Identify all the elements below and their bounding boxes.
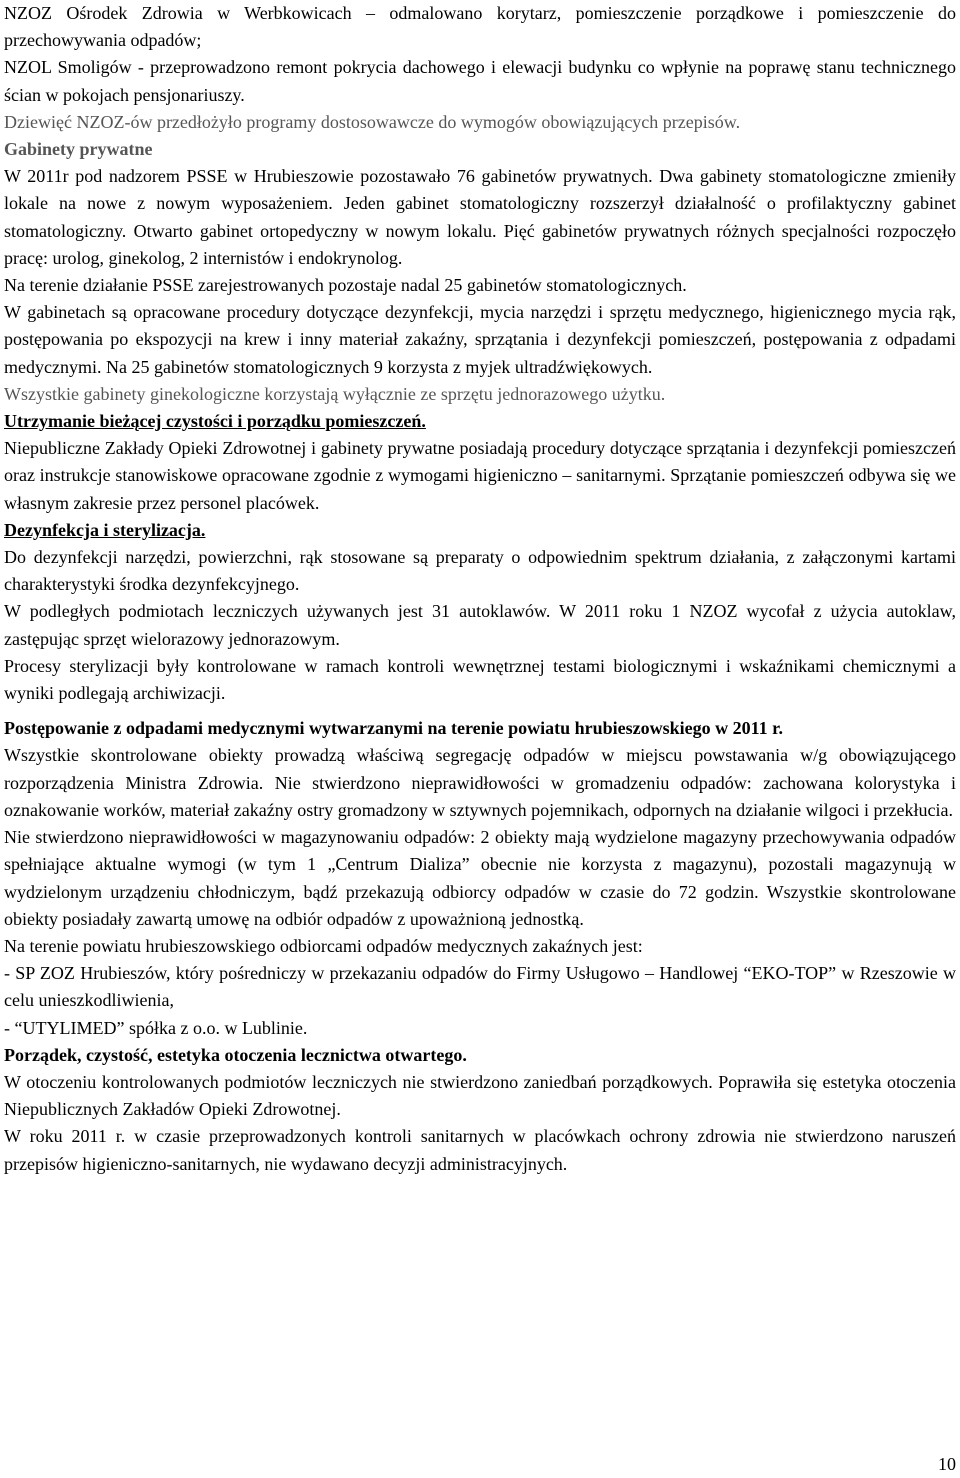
section-gap [4, 707, 956, 715]
document-page [4, 0, 956, 1178]
paragraph-autoclaves: W podległych podmiotach leczniczych używanych jest 31 autoklawów. W 2011 roku 1 NZOZ wycofał z użycia autoklaw, zastępując sprzęt wielorazowy jednorazowym. [4, 601, 956, 649]
heading-medical-waste: Postępowanie z odpadami medycznymi wytwarzanymi na terenie powiatu hrubieszowskiego w 2011 r. [4, 718, 783, 739]
paragraph-waste-receivers: Na terenie powiatu hrubieszowskiego odbiorcami odpadów medycznych zakaźnych jest: [4, 935, 643, 956]
paragraph-disinfection: Do dezynfekcji narzędzi, powierzchni, rąk stosowane są preparaty o odpowiednim spektrum działania, z załączonymi kartami charakterystyki środka dezynfekcyjnego. [4, 547, 956, 595]
paragraph-waste-storage: Nie stwierdzono nieprawidłowości w magazynowaniu odpadów: 2 obiekty mają wydzielone magazyny przechowywania odpadów spełniające aktualne wymogi (w tym 1 „Centrum Dializa” obecnie nie korzysta z magazynu), pozostali magazynują w wydzielonym urządzeniu chłodniczym, bądź przekazują odbiorcy odpadów w czasie do 72 godzin. Wszystkie skontrolowane obiekty posiadały zawartą umowę na odbiór odpadów z upoważnioną jednostką. [4, 827, 956, 929]
paragraph-gynecology: Wszystkie gabinety ginekologiczne korzystają wyłącznie ze sprzętu jednorazowego użytku. [4, 383, 666, 404]
paragraph-dental-offices: Na terenie działanie PSSE zarejestrowanych pozostaje nadal 25 gabinetów stomatologicznych. [4, 275, 687, 296]
heading-surroundings: Porządek, czystość, estetyka otoczenia lecznictwa otwartego. [4, 1044, 467, 1065]
list-item-utylimed: - “UTYLIMED” spółka z o.o. w Lublinie. [4, 1017, 308, 1038]
paragraph-cleanliness: Niepubliczne Zakłady Opieki Zdrowotnej i gabinety prywatne posiadają procedury dotyczące sprzątania i dezynfekcji pomieszczeń oraz instrukcje stanowiskowe opracowane zgodnie z wymogami higieniczno – sanitarnymi. Sprzątanie pomieszczeń odbywa się we własnym zakresie przez personel placówek. [4, 438, 956, 513]
paragraph-sterilization: Procesy sterylizacji były kontrolowane w ramach kontroli wewnętrznej testami biologicznymi i wskaźnikami chemicznymi a wyniki podlegają archiwizacji. [4, 655, 956, 704]
heading-private-offices: Gabinety prywatne [4, 139, 153, 160]
paragraph-procedures: W gabinetach są opracowane procedury dotyczące dezynfekcji, mycia narzędzi i sprzętu medycznego, higienicznego mycia rąk, postępowania po ekspozycji na krew i inny materiał zakaźny, sprzątania i dezynfekcji pomieszczeń, postępowania z odpadami medycznymi. Na 25 gabinetów stomatologicznych 9 korzysta z myjek ultradźwiękowych. [4, 302, 956, 377]
page-number: 10 [938, 1454, 956, 1474]
paragraph-waste-segregation: Wszystkie skontrolowane obiekty prowadzą właściwą segregację odpadów w miejscu powstawania w/g obowiązującego rozporządzenia Ministra Zdrowia. Nie stwierdzono nieprawidłowości w gromadzeniu odpadów: zachowana kolorystyka i oznakowanie worków, materiał zakaźny ostry gromadzony w sztywnych pojemnikach, odpornych na działanie wilgoci i przekłucia. [4, 745, 956, 820]
heading-cleanliness: Utrzymanie bieżącej czystości i porządku pomieszczeń. [4, 411, 426, 432]
heading-disinfection: Dezynfekcja i sterylizacja. [4, 519, 206, 540]
paragraph-surroundings: W otoczeniu kontrolowanych podmiotów leczniczych nie stwierdzono zaniedbań porządkowych. Poprawiła się estetyka otoczenia Niepublicznych Zakładów Opieki Zdrowotnej. [4, 1071, 956, 1120]
list-item-spzoz: - SP ZOZ Hrubieszów, który pośredniczy w przekazaniu odpadów do Firmy Usługowo – Handlowej “EKO-TOP” w Rzeszowie w celu unieszkodliwienia, [4, 963, 956, 1011]
paragraph-smoligow: NZOL Smoligów - przeprowadzono remont pokrycia dachowego i elewacji budynku co wpłynie na poprawę stanu technicznego ścian w pokojach pensjonariuszy. [4, 57, 956, 105]
paragraph-werbkowice: NZOZ Ośrodek Zdrowia w Werbkowicach – odmalowano korytarz, pomieszczenie porządkowe i pomieszczenie do przechowywania odpadów; [4, 3, 956, 51]
paragraph-adaptation-programs: Dziewięć NZOZ-ów przedłożyło programy dostosowawcze do wymogów obowiązujących przepisów. [4, 111, 741, 132]
paragraph-inspections: W roku 2011 r. w czasie przeprowadzonych kontroli sanitarnych w placówkach ochrony zdrowia nie stwierdzono naruszeń przepisów higieniczno-sanitarnych, nie wydawano decyzji administracyjnych. [4, 1126, 956, 1174]
paragraph-private-offices: W 2011r pod nadzorem PSSE w Hrubieszowie pozostawało 76 gabinetów prywatnych. Dwa gabinety stomatologiczne zmieniły lokale na nowe z nowym wyposażeniem. Jeden gabinet stomatologiczny rozszerzył działalność o profilaktyczny gabinet stomatologiczny. Otwarto gabinet ortopedyczny w nowym lokalu. Pięć gabinetów prywatnych różnych specjalności rozpoczęło pracę: urolog, ginekolog, 2 internistów i endokrynolog. [4, 166, 956, 268]
